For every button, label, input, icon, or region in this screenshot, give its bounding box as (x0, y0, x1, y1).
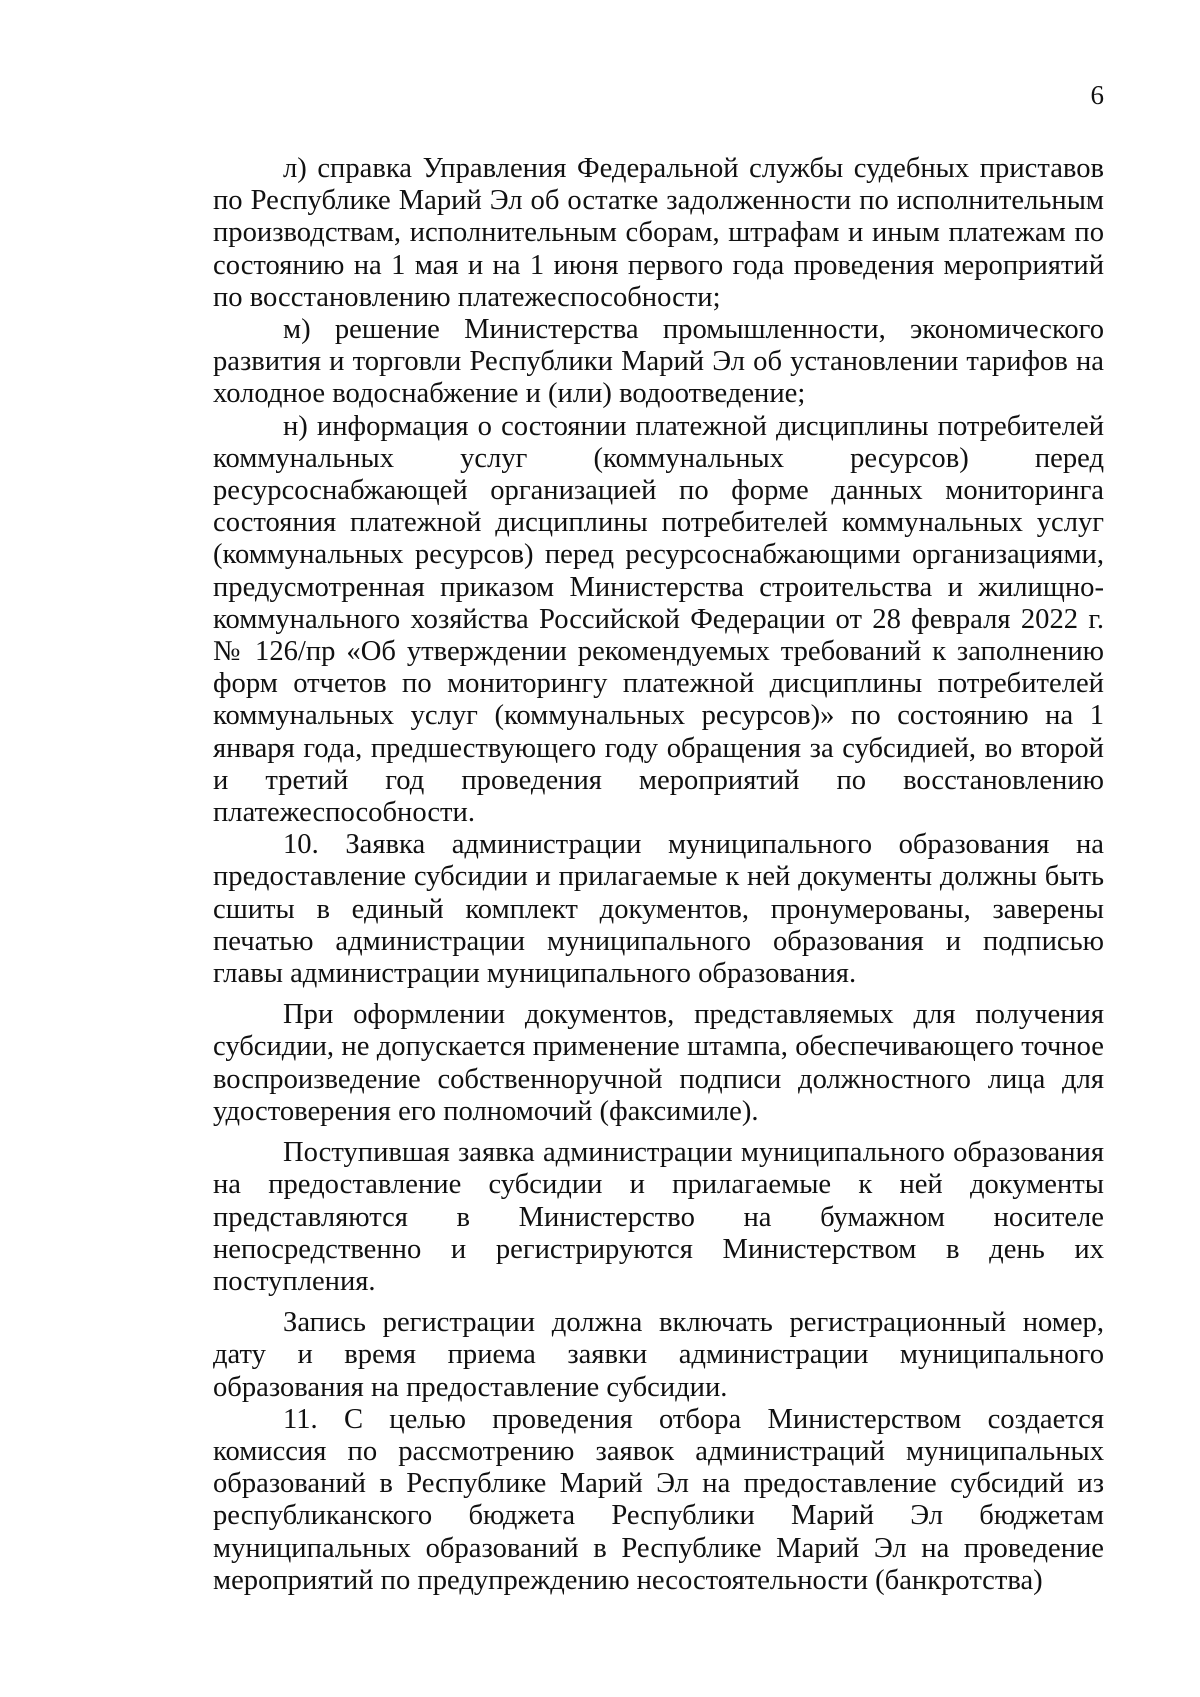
paragraph-facsimile: При оформлении документов, представляемых для получения субсидии, не допускается применение штампа, обеспечивающего точное воспроизведение собственноручной подписи должностного лица для удостоверения его полномочий (факсимиле). (213, 999, 1104, 1127)
document-body (213, 153, 1104, 1597)
paragraph-m: м) решение Министерства промышленности, экономического развития и торговли Республики Марий Эл об установлении тарифов на холодное водоснабжение и (или) водоотведение; (213, 314, 1104, 410)
paragraph-registration: Запись регистрации должна включать регистрационный номер, дату и время приема заявки администрации муниципального образования на предоставление субсидии. (213, 1307, 1104, 1403)
paragraph-n: н) информация о состоянии платежной дисциплины потребителей коммунальных услуг (коммунальных ресурсов) перед ресурсоснабжающей организацией по форме данных мониторинга состояния платежной дисциплины потребителей коммунальных услуг (коммунальных ресурсов) перед ресурсоснабжающими организациями, предусмотренная приказом Министерства строительства и жилищно-коммунального хозяйства Российской Федерации от 28 февраля 2022 г. № 126/пр «Об утверждении рекомендуемых требований к заполнению форм отчетов по мониторингу платежной дисциплины потребителей коммунальных услуг (коммунальных ресурсов)» по состоянию на 1 января года, предшествующего году обращения за субсидией, во второй и третий год проведения мероприятий по восстановлению платежеспособности. (213, 410, 1104, 829)
paragraph-submission: Поступившая заявка администрации муниципального образования на предоставление субсидии и прилагаемые к ней документы представляются в Министерство на бумажном носителе непосредственно и регистрируются Министерством в день их поступления. (213, 1137, 1104, 1297)
paragraph-11: 11. С целью проведения отбора Министерством создается комиссия по рассмотрению заявок администраций муниципальных образований в Республике Марий Эл на предоставление субсидий из республиканского бюджета Республики Марий Эл бюджетам муниципальных образований в Республике Марий Эл на проведение мероприятий по предупреждению несостоятельности (банкротства) (213, 1403, 1104, 1596)
page-number: 6 (1090, 80, 1104, 110)
paragraph-l: л) справка Управления Федеральной службы судебных приставов по Республике Марий Эл об остатке задолженности по исполнительным производствам, исполнительным сборам, штрафам и иным платежам по состоянию на 1 мая и на 1 июня первого года проведения мероприятий по восстановлению платежеспособности; (213, 153, 1104, 313)
paragraph-10: 10. Заявка администрации муниципального образования на предоставление субсидии и прилагаемые к ней документы должны быть сшиты в единый комплект документов, пронумерованы, заверены печатью администрации муниципального образования и подписью главы администрации муниципального образования. (213, 829, 1104, 990)
